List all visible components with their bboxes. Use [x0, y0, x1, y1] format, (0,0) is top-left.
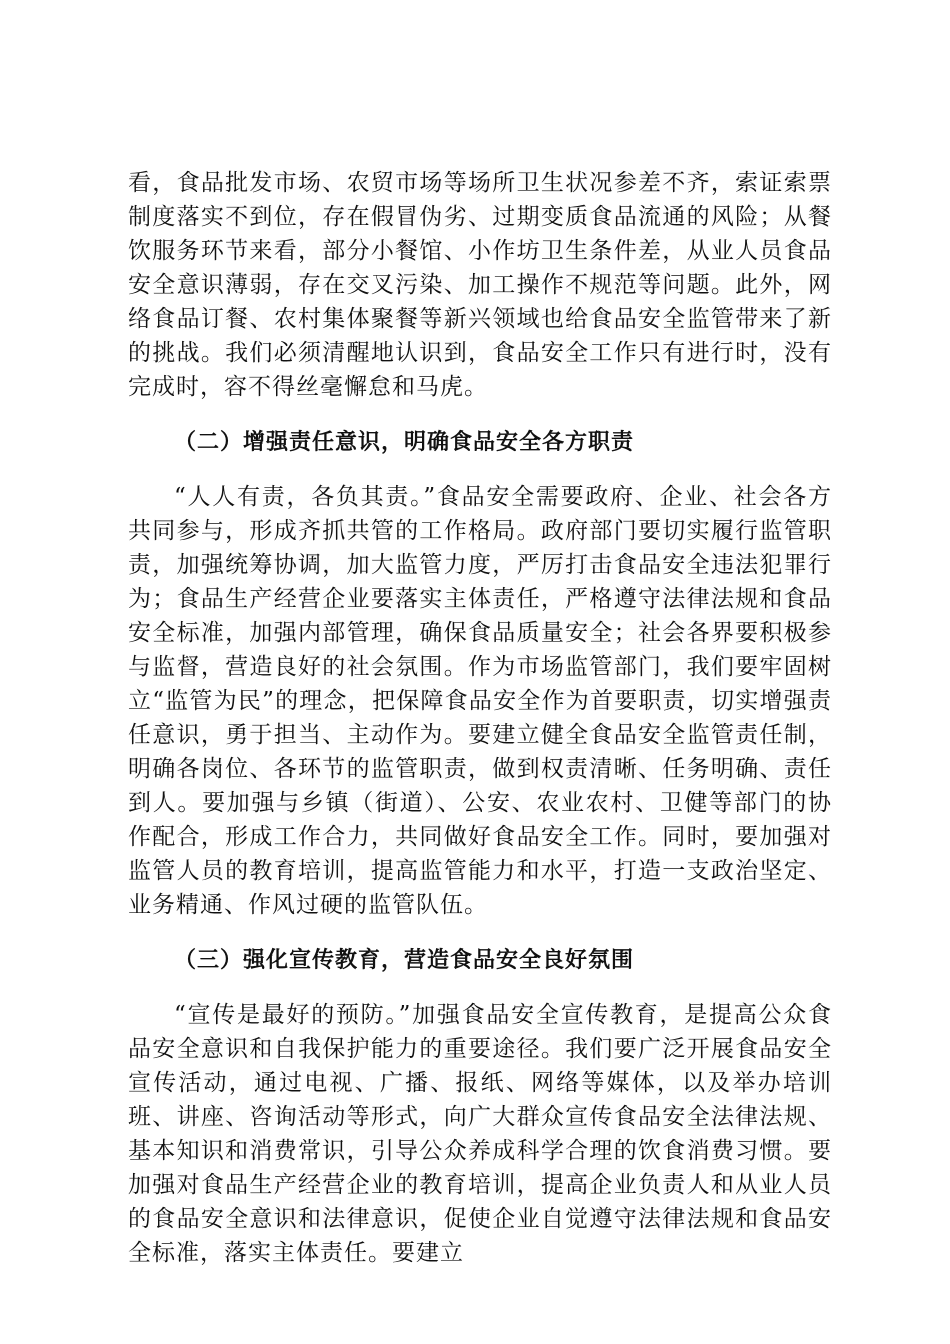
section-heading-2: （二）增强责任意识，明确食品安全各方职责 — [174, 430, 635, 455]
paragraph-responsibility: “人人有责，各负其责。”食品安全需要政府、企业、社会各方共同参与，形成齐抓共管的工作格局。政府部门要切实履行监管职责，加强统筹协调，加大监管力度，严厉打击食品安全违法犯罪行为；食品生产经营企业要落实主体责任，严格遵守法律法规和食品安全标准，加强内部管理，确保食品质量安全；社会各界要积极参与监督，营造良好的社会氛围。作为市场监管部门，我们要牢固树立“监管为民”的理念，把保障食品安全作为首要职责，切实增强责任意识，勇于担当、主动作为。要建立健全食品安全监管责任制，明确各岗位、各环节的监管职责，做到权责清晰、任务明确、责任到人。要加强与乡镇（街道）、公安、农业农村、卫健等部门的协作配合，形成工作合力，共同做好食品安全工作。同时，要加强对监管人员的教育培训，提高监管能力和水平，打造一支政治坚定、业务精通、作风过硬的监管队伍。 — [128, 484, 832, 918]
section-heading-3: （三）强化宣传教育，营造食品安全良好氛围 — [174, 948, 635, 973]
paragraph-continuation: 看，食品批发市场、农贸市场等场所卫生状况参差不齐，索证索票制度落实不到位，存在假冒伪劣、过期变质食品流通的风险；从餐饮服务环节来看，部分小餐馆、小作坊卫生条件差，从业人员食品安全意识薄弱，存在交叉污染、加工操作不规范等问题。此外，网络食品订餐、农村集体聚餐等新兴领域也给食品安全监管带来了新的挑战。我们必须清醒地认识到，食品安全工作只有进行时，没有完成时，容不得丝毫懈怠和马虎。 — [128, 170, 832, 400]
paragraph-publicity: “宣传是最好的预防。”加强食品安全宣传教育，是提高公众食品安全意识和自我保护能力的重要途径。我们要广泛开展食品安全宣传活动，通过电视、广播、报纸、网络等媒体，以及举办培训班、讲座、咨询活动等形式，向广大群众宣传食品安全法律法规、基本知识和消费常识，引导公众养成科学合理的饮食消费习惯。要加强对食品生产经营企业的教育培训，提高企业负责人和从业人员的食品安全意识和法律意识，促使企业自觉遵守法律法规和食品安全标准，落实主体责任。要建立 — [128, 1002, 832, 1266]
document-body — [128, 166, 832, 1270]
